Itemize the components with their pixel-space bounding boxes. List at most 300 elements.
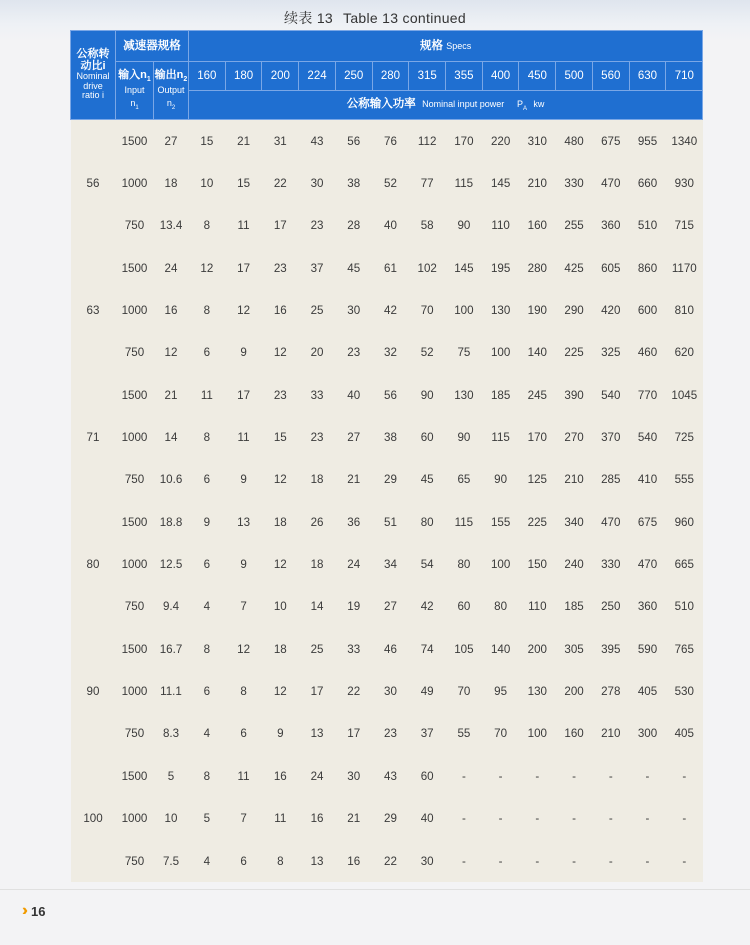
input-speed-cell: 1000 [116, 543, 154, 585]
title-cn: 续表 13 [284, 10, 334, 26]
power-cell: 395 [592, 628, 629, 670]
spec-400: 400 [482, 62, 519, 91]
power-cell: 6 [189, 670, 226, 712]
spec-710: 710 [666, 62, 703, 91]
power-cell: 16 [335, 840, 372, 882]
power-cell: 185 [556, 586, 593, 628]
power-cell: - [519, 755, 556, 797]
power-cell: 160 [556, 713, 593, 755]
ratio-cell: 100 [71, 755, 116, 882]
power-cell: 145 [446, 247, 483, 289]
power-cell: 290 [556, 289, 593, 331]
power-cell: - [482, 755, 519, 797]
table-row [71, 713, 703, 755]
power-cell: 36 [335, 501, 372, 543]
power-cell: - [666, 798, 703, 840]
power-cell: 17 [299, 670, 336, 712]
input-speed-cell: 1500 [116, 120, 154, 163]
power-cell: 11 [225, 205, 262, 247]
power-cell: 190 [519, 289, 556, 331]
power-cell: 960 [666, 501, 703, 543]
power-cell: 102 [409, 247, 446, 289]
power-cell: 510 [629, 205, 666, 247]
power-cell: 245 [519, 374, 556, 416]
spec-200: 200 [262, 62, 299, 91]
power-cell: - [556, 755, 593, 797]
power-cell: 8 [189, 205, 226, 247]
power-cell: 530 [666, 670, 703, 712]
power-cell: 9 [262, 713, 299, 755]
power-cell: 90 [409, 374, 446, 416]
power-cell: 930 [666, 162, 703, 204]
output-speed-cell: 11.1 [154, 670, 189, 712]
power-cell: 210 [519, 162, 556, 204]
output-speed-cell: 7.5 [154, 840, 189, 882]
output-speed-cell: 27 [154, 120, 189, 163]
power-cell: 49 [409, 670, 446, 712]
power-cell: 23 [372, 713, 409, 755]
power-cell: 270 [556, 416, 593, 458]
power-cell: 21 [335, 459, 372, 501]
table-row [71, 628, 703, 670]
power-cell: 195 [482, 247, 519, 289]
power-cell: 28 [335, 205, 372, 247]
power-cell: 105 [446, 628, 483, 670]
table-row [71, 543, 703, 585]
power-cell: 12 [225, 289, 262, 331]
power-cell: - [666, 755, 703, 797]
power-cell: 43 [299, 120, 336, 163]
power-cell: 605 [592, 247, 629, 289]
table-row [71, 205, 703, 247]
power-cell: 45 [409, 459, 446, 501]
power-cell: 17 [335, 713, 372, 755]
power-cell: 460 [629, 332, 666, 374]
table-row [71, 670, 703, 712]
power-cell: 9 [225, 459, 262, 501]
table-row [71, 162, 703, 204]
power-cell: 27 [335, 416, 372, 458]
power-cell: 770 [629, 374, 666, 416]
power-cell: 13 [299, 840, 336, 882]
power-cell: 765 [666, 628, 703, 670]
power-cell: 360 [629, 586, 666, 628]
power-cell: 185 [482, 374, 519, 416]
power-cell: 6 [225, 840, 262, 882]
power-cell: 12 [262, 459, 299, 501]
ratio-header: 公称转 动比i Nominal drive ratio i [71, 31, 116, 120]
power-cell: 10 [262, 586, 299, 628]
table-row [71, 586, 703, 628]
power-table-body [71, 120, 703, 883]
output-speed-cell: 13.4 [154, 205, 189, 247]
power-cell: 675 [592, 120, 629, 163]
power-cell: - [482, 840, 519, 882]
power-cell: 74 [409, 628, 446, 670]
power-cell: 90 [446, 416, 483, 458]
input-speed-cell: 1500 [116, 755, 154, 797]
power-cell: 15 [262, 416, 299, 458]
power-cell: 6 [189, 459, 226, 501]
power-cell: 11 [262, 798, 299, 840]
power-cell: 16 [262, 755, 299, 797]
power-cell: 470 [592, 162, 629, 204]
power-cell: 100 [482, 543, 519, 585]
reducer-spec-header: 减速器规格 [116, 31, 189, 62]
power-cell: 30 [335, 289, 372, 331]
power-cell: 51 [372, 501, 409, 543]
power-cell: 77 [409, 162, 446, 204]
power-cell: 61 [372, 247, 409, 289]
power-cell: 12 [262, 670, 299, 712]
power-cell: 22 [335, 670, 372, 712]
power-cell: 300 [629, 713, 666, 755]
input-speed-cell: 1500 [116, 628, 154, 670]
power-cell: 8 [189, 755, 226, 797]
ratio-cell: 90 [71, 628, 116, 755]
table-row [71, 840, 703, 882]
input-speed-cell: 750 [116, 205, 154, 247]
power-cell: 310 [519, 120, 556, 163]
power-cell: 8 [189, 628, 226, 670]
power-cell: 1170 [666, 247, 703, 289]
input-speed-cell: 750 [116, 332, 154, 374]
power-cell: 470 [629, 543, 666, 585]
power-cell: 10 [189, 162, 226, 204]
input-speed-cell: 1000 [116, 416, 154, 458]
power-cell: 305 [556, 628, 593, 670]
output-speed-cell: 24 [154, 247, 189, 289]
power-cell: 60 [446, 586, 483, 628]
power-cell: 33 [299, 374, 336, 416]
power-cell: 125 [519, 459, 556, 501]
power-cell: 715 [666, 205, 703, 247]
power-cell: 24 [299, 755, 336, 797]
power-cell: 540 [629, 416, 666, 458]
power-cell: 17 [262, 205, 299, 247]
input-speed-cell: 750 [116, 713, 154, 755]
power-cell: 725 [666, 416, 703, 458]
power-cell: 30 [335, 755, 372, 797]
power-cell: 7 [225, 798, 262, 840]
power-cell: 225 [519, 501, 556, 543]
power-cell: 360 [592, 205, 629, 247]
power-cell: 22 [372, 840, 409, 882]
power-cell: 8 [225, 670, 262, 712]
power-cell: 155 [482, 501, 519, 543]
power-cell: 112 [409, 120, 446, 163]
power-cell: 200 [556, 670, 593, 712]
power-cell: 130 [519, 670, 556, 712]
table-row [71, 459, 703, 501]
power-cell: 90 [446, 205, 483, 247]
power-cell: 250 [592, 586, 629, 628]
output-speed-cell: 5 [154, 755, 189, 797]
power-cell: 65 [446, 459, 483, 501]
power-cell: 24 [335, 543, 372, 585]
power-cell: 30 [299, 162, 336, 204]
power-cell: 1045 [666, 374, 703, 416]
power-cell: 225 [556, 332, 593, 374]
power-cell: 115 [482, 416, 519, 458]
power-cell: 425 [556, 247, 593, 289]
power-cell: 370 [592, 416, 629, 458]
power-cell: 27 [372, 586, 409, 628]
power-cell: 6 [189, 543, 226, 585]
input-speed-cell: 750 [116, 459, 154, 501]
power-cell: 37 [299, 247, 336, 289]
power-cell: 6 [225, 713, 262, 755]
output-speed-cell: 16.7 [154, 628, 189, 670]
power-cell: 40 [335, 374, 372, 416]
spec-280: 280 [372, 62, 409, 91]
power-table-container [70, 30, 702, 882]
power-cell: 70 [482, 713, 519, 755]
power-cell: 325 [592, 332, 629, 374]
power-cell: 21 [225, 120, 262, 163]
power-cell: 278 [592, 670, 629, 712]
power-cell: 23 [299, 205, 336, 247]
power-cell: 34 [372, 543, 409, 585]
power-cell: 4 [189, 840, 226, 882]
table-row [71, 798, 703, 840]
power-cell: 25 [299, 628, 336, 670]
input-speed-cell: 750 [116, 840, 154, 882]
power-cell: - [592, 798, 629, 840]
power-cell: 600 [629, 289, 666, 331]
power-cell: 70 [409, 289, 446, 331]
power-cell: 540 [592, 374, 629, 416]
power-cell: 30 [409, 840, 446, 882]
power-cell: 18 [262, 628, 299, 670]
power-cell: 45 [335, 247, 372, 289]
power-cell: 130 [482, 289, 519, 331]
power-cell: 70 [446, 670, 483, 712]
specs-header: 规格 Specs [189, 31, 703, 62]
power-cell: 100 [519, 713, 556, 755]
table-row [71, 247, 703, 289]
power-cell: - [446, 755, 483, 797]
power-cell: 14 [299, 586, 336, 628]
power-cell: 12 [262, 332, 299, 374]
power-cell: 12 [262, 543, 299, 585]
power-cell: 38 [372, 416, 409, 458]
power-cell: 60 [409, 755, 446, 797]
power-cell: 38 [335, 162, 372, 204]
ratio-cell: 63 [71, 247, 116, 374]
table-row [71, 120, 703, 163]
power-cell: 390 [556, 374, 593, 416]
output-speed-header: 输出$n_2$ Output $n_2$ [154, 62, 189, 120]
power-cell: 60 [409, 416, 446, 458]
power-cell: 11 [225, 416, 262, 458]
power-cell: 9 [225, 543, 262, 585]
ratio-cell: 56 [71, 120, 116, 248]
power-cell: - [519, 840, 556, 882]
power-cell: 58 [409, 205, 446, 247]
page-title [0, 8, 750, 28]
power-cell: 110 [519, 586, 556, 628]
power-cell: 16 [299, 798, 336, 840]
spec-250: 250 [335, 62, 372, 91]
power-cell: 17 [225, 374, 262, 416]
power-cell: 220 [482, 120, 519, 163]
power-cell: - [446, 840, 483, 882]
output-speed-cell: 10 [154, 798, 189, 840]
input-speed-header: 输入$n_1$ Input $n_1$ [116, 62, 154, 120]
power-cell: 22 [262, 162, 299, 204]
power-cell: 145 [482, 162, 519, 204]
output-speed-cell: 12.5 [154, 543, 189, 585]
output-speed-cell: 8.3 [154, 713, 189, 755]
power-cell: 80 [482, 586, 519, 628]
power-cell: 16 [262, 289, 299, 331]
power-cell: 8 [189, 289, 226, 331]
power-cell: 7 [225, 586, 262, 628]
power-cell: 18 [299, 459, 336, 501]
power-cell: 42 [372, 289, 409, 331]
power-cell: 95 [482, 670, 519, 712]
power-cell: 56 [335, 120, 372, 163]
power-cell: 8 [189, 416, 226, 458]
power-cell: 860 [629, 247, 666, 289]
power-cell: 140 [519, 332, 556, 374]
input-speed-cell: 1000 [116, 670, 154, 712]
power-cell: 255 [556, 205, 593, 247]
power-cell: 52 [372, 162, 409, 204]
power-cell: 25 [299, 289, 336, 331]
power-cell: 5 [189, 798, 226, 840]
power-cell: 200 [519, 628, 556, 670]
power-cell: 130 [446, 374, 483, 416]
power-cell: 42 [409, 586, 446, 628]
double-chevron-icon: ››› [22, 902, 23, 919]
power-cell: 29 [372, 798, 409, 840]
input-speed-cell: 1500 [116, 247, 154, 289]
power-cell: 15 [225, 162, 262, 204]
power-cell: 115 [446, 162, 483, 204]
power-cell: 100 [446, 289, 483, 331]
power-cell: 240 [556, 543, 593, 585]
power-cell: 37 [409, 713, 446, 755]
power-cell: 30 [372, 670, 409, 712]
power-cell: 17 [225, 247, 262, 289]
power-cell: 80 [409, 501, 446, 543]
power-cell: - [446, 798, 483, 840]
input-speed-cell: 1000 [116, 162, 154, 204]
power-cell: 9 [189, 501, 226, 543]
output-speed-cell: 21 [154, 374, 189, 416]
power-cell: 100 [482, 332, 519, 374]
power-cell: 46 [372, 628, 409, 670]
output-speed-cell: 9.4 [154, 586, 189, 628]
spec-180: 180 [225, 62, 262, 91]
power-cell: 75 [446, 332, 483, 374]
power-cell: 54 [409, 543, 446, 585]
power-cell: 52 [409, 332, 446, 374]
power-cell: 170 [446, 120, 483, 163]
power-cell: 40 [409, 798, 446, 840]
power-cell: 160 [519, 205, 556, 247]
power-cell: - [629, 755, 666, 797]
spec-224: 224 [299, 62, 336, 91]
power-cell: 21 [335, 798, 372, 840]
power-cell: 115 [446, 501, 483, 543]
power-cell: 170 [519, 416, 556, 458]
input-speed-cell: 1500 [116, 501, 154, 543]
power-cell: - [629, 840, 666, 882]
output-speed-cell: 18 [154, 162, 189, 204]
power-cell: 90 [482, 459, 519, 501]
power-cell: 620 [666, 332, 703, 374]
power-cell: 1340 [666, 120, 703, 163]
power-cell: - [556, 840, 593, 882]
title-en: Table 13 continued [343, 10, 466, 26]
spec-630: 630 [629, 62, 666, 91]
table-row [71, 501, 703, 543]
output-speed-cell: 18.8 [154, 501, 189, 543]
power-cell: 11 [189, 374, 226, 416]
input-speed-cell: 1500 [116, 374, 154, 416]
table-row [71, 755, 703, 797]
power-cell: 31 [262, 120, 299, 163]
spec-160: 160 [189, 62, 226, 91]
power-cell: 340 [556, 501, 593, 543]
table-row [71, 374, 703, 416]
power-cell: 4 [189, 713, 226, 755]
output-speed-cell: 12 [154, 332, 189, 374]
spec-450: 450 [519, 62, 556, 91]
power-cell: 480 [556, 120, 593, 163]
power-cell: 23 [335, 332, 372, 374]
power-cell: 4 [189, 586, 226, 628]
power-cell: 810 [666, 289, 703, 331]
power-cell: 76 [372, 120, 409, 163]
power-cell: 110 [482, 205, 519, 247]
power-cell: - [592, 755, 629, 797]
output-speed-cell: 16 [154, 289, 189, 331]
power-cell: 56 [372, 374, 409, 416]
power-cell: 18 [299, 543, 336, 585]
power-cell: 955 [629, 120, 666, 163]
power-cell: - [556, 798, 593, 840]
power-cell: 210 [556, 459, 593, 501]
ratio-cell: 80 [71, 501, 116, 628]
power-cell: 20 [299, 332, 336, 374]
power-cell: 470 [592, 501, 629, 543]
power-cell: 12 [189, 247, 226, 289]
power-cell: 12 [225, 628, 262, 670]
power-cell: 32 [372, 332, 409, 374]
power-cell: - [629, 798, 666, 840]
footer-rule [0, 889, 750, 890]
power-cell: 405 [629, 670, 666, 712]
spec-560: 560 [592, 62, 629, 91]
input-speed-cell: 750 [116, 586, 154, 628]
power-cell: 43 [372, 755, 409, 797]
power-cell: 40 [372, 205, 409, 247]
power-cell: 13 [299, 713, 336, 755]
power-cell: 29 [372, 459, 409, 501]
power-cell: 410 [629, 459, 666, 501]
power-cell: 9 [225, 332, 262, 374]
power-cell: 6 [189, 332, 226, 374]
power-cell: 23 [262, 247, 299, 289]
power-cell: 405 [666, 713, 703, 755]
table-row [71, 289, 703, 331]
power-cell: 8 [262, 840, 299, 882]
power-cell: 665 [666, 543, 703, 585]
